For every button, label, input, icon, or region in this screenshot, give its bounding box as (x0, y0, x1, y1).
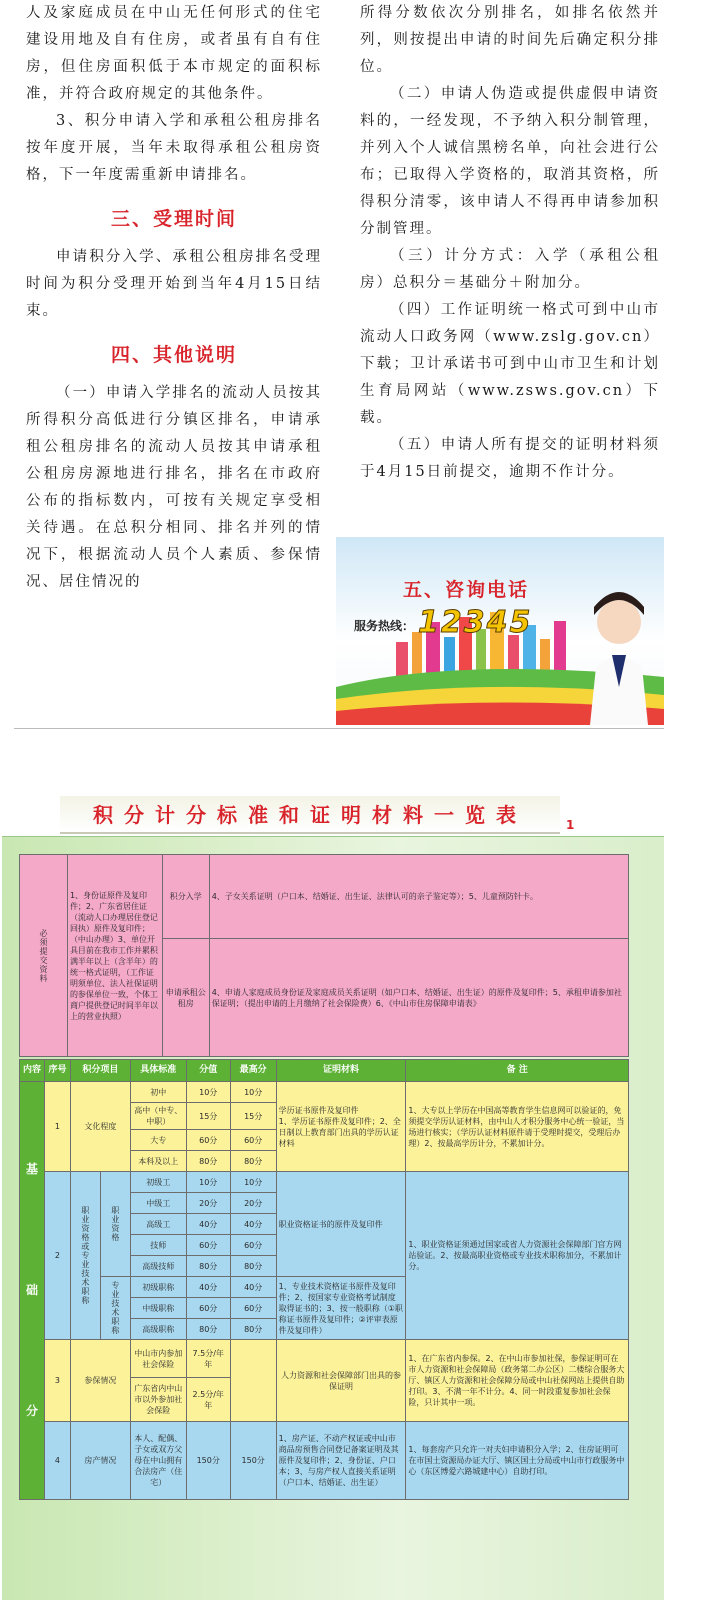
hotline-number: 12345 (418, 605, 533, 640)
header-content: 内容 (20, 1060, 45, 1082)
left-paragraph-1: 人及家庭成员在中山无任何形式的住宅建设用地及自有住房，或者虽有自有住房，但住房面积低于本市规定的面积标准，并符合政府规定的其他条件。 (26, 5, 322, 102)
edu-item: 文化程度 (70, 1082, 130, 1172)
header-note: 备 注 (406, 1060, 629, 1082)
table-title: 积分计分标准和证明材料一览表 (93, 803, 527, 827)
operator-face-icon (597, 600, 641, 644)
house-index: 4 (44, 1422, 70, 1500)
skill-score-5: 80分 (186, 1256, 230, 1277)
ins-std-2: 广东省内中山市以外参加社会保险 (130, 1378, 186, 1422)
house-std: 本人、配偶、子女或双方父母在中山拥有合法房产（住宅） (130, 1422, 186, 1500)
left-column (26, 0, 322, 596)
skill-item-cell (70, 1172, 100, 1340)
edu-max-3: 60分 (230, 1130, 276, 1151)
right-column (360, 0, 660, 486)
header-standard: 具体标准 (130, 1060, 186, 1082)
skill-max-5: 80分 (230, 1256, 276, 1277)
skill-std-5: 高级技师 (130, 1256, 186, 1277)
ins-max (230, 1340, 276, 1422)
skill-score-4: 60分 (186, 1235, 230, 1256)
left-paragraph-3: 申请积分入学、承租公租房排名受理时间为积分受理开始到当年4月15日结束。 (26, 249, 322, 319)
skill-sub-2-cell (100, 1277, 130, 1340)
skill-score-7: 60分 (186, 1298, 230, 1319)
skill-std-2: 中级工 (130, 1193, 186, 1214)
skill-max-4: 60分 (230, 1235, 276, 1256)
category-char-1: 基 (25, 1162, 38, 1176)
header-score: 分值 (186, 1060, 230, 1082)
table-background (2, 836, 664, 1600)
skill-score-8: 80分 (186, 1319, 230, 1340)
header-item: 积分项目 (70, 1060, 130, 1082)
header-index: 序号 (44, 1060, 70, 1082)
table-row (20, 1172, 629, 1193)
skill-sub-2: 专业技术职称 (110, 1281, 120, 1335)
ins-score-2: 2.5分/年年 (186, 1378, 230, 1422)
ins-score-1: 7.5分/年年 (186, 1340, 230, 1378)
skill-score-1: 10分 (186, 1172, 230, 1193)
edu-max-2: 15分 (230, 1103, 276, 1130)
section-4-title: 四、其他说明 (110, 344, 237, 366)
skill-score-6: 40分 (186, 1277, 230, 1298)
header-max: 最高分 (230, 1060, 276, 1082)
table-header (20, 1060, 629, 1082)
points-table (19, 1059, 629, 1500)
left-paragraph-2: 3、积分申请入学和承租公租房排名按年度开展，当年未取得承租公租房资格，下一年度需重新申请排名。 (26, 113, 322, 183)
enroll-docs: 4、子女关系证明（户口本、结婚证、出生证、法律认可的亲子鉴定等）；5、儿童预防针卡。 (209, 855, 628, 939)
hotline-title: 五、咨询电话 (402, 579, 529, 601)
skill-index: 2 (44, 1172, 70, 1340)
header-proof: 证明材料 (276, 1060, 406, 1082)
skill-std-6: 初级职称 (130, 1277, 186, 1298)
rent-docs: 4、申请人家庭成员身份证及家庭成员关系证明（如户口本、结婚证、出生证）的原件及复印件；5、承租申请参加社保证明；（提出申请的上月缴纳了社会保险费）6、《中山市住房保障申请表》 (209, 939, 628, 1057)
right-paragraph-5: （五）申请人所有提交的证明材料须于4月15日前提交，逾期不作计分。 (360, 437, 660, 480)
skill-max-2: 20分 (230, 1193, 276, 1214)
skill-proof-1: 职业资格证书的原件及复印件 (276, 1172, 406, 1277)
right-paragraph-4: （四）工作证明统一格式可到中山市流动人口政务网（www.zslg.gov.cn）下载；卫计承诺书可到中山市卫生和计划生育局网站（www.zsws.gov.cn）下载。 (360, 302, 660, 426)
ins-index: 3 (44, 1340, 70, 1422)
skill-max-3: 40分 (230, 1214, 276, 1235)
skill-score-2: 20分 (186, 1193, 230, 1214)
ins-std-1: 中山市内参加社会保险 (130, 1340, 186, 1378)
house-score: 150分 (186, 1422, 230, 1500)
skill-note: 1、职业资格证须通过国家或省人力资源社会保障部门官方网站验证。2、按最高职业资格或专业技术职称加分，不累加计分。 (406, 1172, 629, 1340)
skill-max-8: 80分 (230, 1319, 276, 1340)
skill-max-7: 60分 (230, 1298, 276, 1319)
edu-proof: 学历证书原件及复印件 1、学历证书原件及复印件；2、全日制以上教育部门出具的学历认证材料 (276, 1082, 406, 1172)
skill-std-7: 中级职称 (130, 1298, 186, 1319)
skill-std-4: 技师 (130, 1235, 186, 1256)
materials-table (19, 854, 629, 1057)
skill-max-1: 10分 (230, 1172, 276, 1193)
left-paragraph-4: （一）申请入学排名的流动人员按其所得积分高低进行分镇区排名，申请承租公租房排名的流动人员按其申请承租公租房房源地进行排名，排名在市政府公布的指标数内，可按有关规定享受相关待遇。在总积分相同、排名并列的情况下，根据流动人员个人素质、参保情况、居住情况的 (26, 385, 322, 590)
table-row (20, 1340, 629, 1378)
skill-std-3: 高级工 (130, 1214, 186, 1235)
rent-label: 申请承租公租房 (162, 939, 209, 1057)
skill-proof-2: 1、专业技术资格证书原件及复印件；2、按国家专业资格考试制度取得证书的；3、按一般职称（①职称证书原件及复印件；②评审表原件及复印件） (276, 1277, 406, 1340)
edu-score-2: 15分 (186, 1103, 230, 1130)
skill-max-6: 40分 (230, 1277, 276, 1298)
house-note: 1、每套房产只允许一对夫妇申请积分入学；2、住房证明可在市国土资源局办证大厅、镇区国土分局或中山市行政服务中心（东区博爱六路城建中心）自助打印。 (406, 1422, 629, 1500)
materials-row-label: 必须提交资料 (38, 928, 48, 983)
enroll-label: 积分入学 (162, 855, 209, 939)
skill-sub-1-cell (100, 1172, 130, 1277)
edu-std-1: 初中 (130, 1082, 186, 1103)
page-number: 1 (566, 818, 575, 832)
section-3-title: 三、受理时间 (110, 208, 237, 230)
table-banner (60, 796, 560, 834)
skill-item: 职业资格或专业技术职称 (80, 1206, 90, 1305)
right-paragraph-3: （三）计分方式：入学（承租公租房）总积分＝基础分＋附加分。 (360, 248, 660, 291)
edu-score-4: 80分 (186, 1151, 230, 1172)
category-char-3: 分 (25, 1404, 38, 1418)
hotline-box (336, 537, 664, 725)
skill-score-3: 40分 (186, 1214, 230, 1235)
edu-max-4: 80分 (230, 1151, 276, 1172)
divider (14, 728, 664, 729)
table-row (20, 1082, 629, 1103)
skill-sub-1: 职业资格 (110, 1206, 120, 1242)
edu-std-4: 本科及以上 (130, 1151, 186, 1172)
edu-score-3: 60分 (186, 1130, 230, 1151)
edu-note: 1、大专以上学历在中国高等教育学生信息网可以验证的，免须提交学历认证材料，由中山人才积分服务中心统一验证，当场进行核实；（学历认证材料原件请于受理时提交，受理后办理）2、按最高学历计分，不累加计分。 (406, 1082, 629, 1172)
materials-row-label-cell (20, 855, 68, 1057)
edu-std-2: 高中（中专、中职） (130, 1103, 186, 1130)
hotline-label: 服务热线： (354, 619, 415, 633)
house-item: 房产情况 (70, 1422, 130, 1500)
skill-std-1: 初级工 (130, 1172, 186, 1193)
ins-proof: 人力资源和社会保障部门出具的参保证明 (276, 1340, 406, 1422)
house-proof: 1、房产证、不动产权证或中山市商品房预售合同登记备案证明及其原件及复印件；2、身份证、户口本；3、与房产权人直接关系证明（户口本、结婚证、出生证） (276, 1422, 406, 1500)
right-paragraph-1: 所得分数依次分别排名，如排名依然并列，则按提出申请的时间先后确定积分排位。 (360, 5, 660, 75)
edu-max-1: 10分 (230, 1082, 276, 1103)
ins-note: 1、在广东省内参保。2、在中山市参加社保，参保证明可在市人力资源和社会保障局（政务第二办公区）二楼综合服务大厅、镇区人力资源和社会保障分局或中山社保网站上提供自助打印。3、不满一年不计分。4、同一时段重复参加社会保险，只计其中一项。 (406, 1340, 629, 1422)
edu-score-1: 10分 (186, 1082, 230, 1103)
category-cell (20, 1082, 45, 1500)
house-max: 150分 (230, 1422, 276, 1500)
common-docs: 1、身份证原件及复印件；2、广东省居住证（流动人口办理居住登记回执）原件及复印件；（中山办理）3、单位开具目前在我市工作并累积满半年以上（含半年）的统一格式证明，（工作证明须单位、法人社保证明的参保单位一致，个体工商户提供登记时间半年以上的营业执照） (67, 855, 162, 1057)
category-char-2: 础 (25, 1283, 38, 1297)
right-paragraph-2: （二）申请人伪造或提供虚假申请资料的，一经发现，不予纳入积分制管理，并列入个人诚信黑榜名单，向社会进行公布；已取得入学资格的，取消其资格，所得积分清零，该申请人不得再申请参加积分制管理。 (360, 86, 660, 237)
edu-std-3: 大专 (130, 1130, 186, 1151)
edu-index: 1 (44, 1082, 70, 1172)
skill-std-8: 高级职称 (130, 1319, 186, 1340)
table-row (20, 1422, 629, 1500)
ins-item: 参保情况 (70, 1340, 130, 1422)
